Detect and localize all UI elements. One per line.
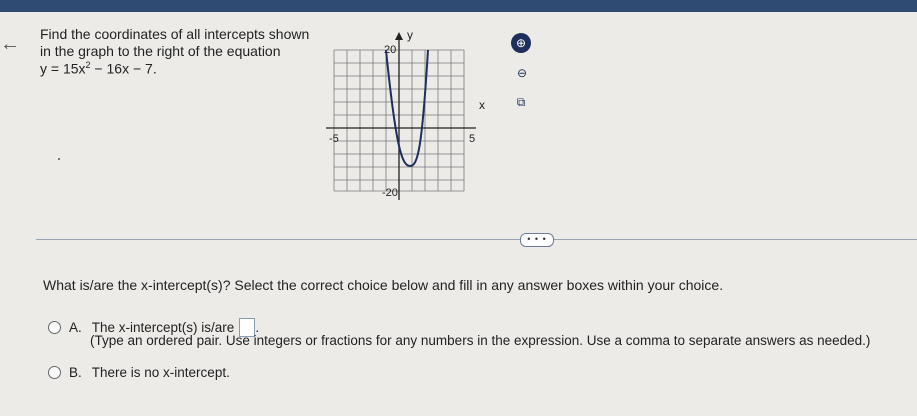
zoom-out-icon[interactable]: ⊖ <box>516 66 528 80</box>
choice-b-text: There is no x-intercept. <box>91 365 230 380</box>
question-line-1: Find the coordinates of all intercepts shown <box>40 26 310 42</box>
choice-a-letter: A. <box>69 320 82 335</box>
y-axis-arrow-icon <box>395 32 403 40</box>
x-tick-label-right: 5 <box>469 133 476 145</box>
top-bar <box>0 0 917 12</box>
choice-b-letter: B. <box>69 365 82 380</box>
y-tick-label-top: 20 <box>384 44 397 56</box>
equation-rhs: − 16x − 7. <box>90 60 157 77</box>
choice-a-hint: (Type an ordered pair. Use integers or fractions for any numbers in the expression. Use a comma to separate answers as needed.) <box>90 333 871 348</box>
equation-exponent: 2 <box>85 60 91 70</box>
y-axis-label: y <box>407 28 413 42</box>
y-tick-label-bottom: -20 <box>382 187 398 199</box>
question-line-2: in the graph to the right of the equation <box>40 43 281 59</box>
popout-icon[interactable]: ⧉ <box>516 94 526 109</box>
graph <box>316 28 496 208</box>
choice-a-text: The x-intercept(s) is/are <box>91 320 235 335</box>
question-text <box>40 26 309 60</box>
more-button[interactable]: • • • <box>520 233 554 247</box>
divider <box>36 239 917 240</box>
prompt-text: What is/are the x-intercept(s)? Select the correct choice below and fill in any answer boxes within your choice. <box>43 277 724 293</box>
x-axis-label: x <box>479 98 485 112</box>
x-tick-label-left: -5 <box>329 133 339 145</box>
choice-b[interactable] <box>48 365 230 380</box>
parabola-curve <box>386 50 428 166</box>
choice-a-trailing: . <box>255 320 260 335</box>
back-arrow-icon[interactable]: ← <box>0 33 20 55</box>
choice-b-radio[interactable] <box>48 366 61 379</box>
decorative-dot <box>58 158 60 160</box>
equation-lhs: y = 15x <box>40 60 86 77</box>
equation <box>40 60 157 77</box>
zoom-in-icon[interactable]: ⊕ <box>511 33 531 53</box>
choice-a-radio[interactable] <box>48 321 61 334</box>
